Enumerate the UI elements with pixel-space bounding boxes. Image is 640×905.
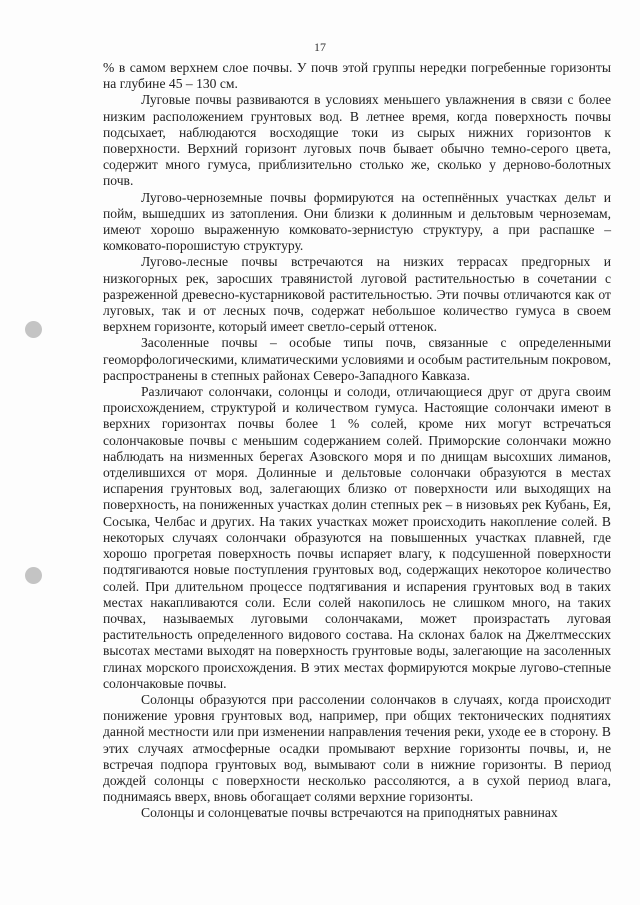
body-text bbox=[103, 60, 611, 822]
paragraph: Лугово-лесные почвы встречаются на низких террасах предгорных и низкогорных рек, заросших травянистой луговой растительностью в сочетании с разреженной древесно-кустарниковой растительностью. Эти почвы отличаются как от луговых, так и от лесных почв, содержат небольшое количество гумуса в своем верхнем горизонте, который имеет светло-серый оттенок. bbox=[103, 254, 611, 335]
punch-hole-mark bbox=[25, 321, 42, 338]
paragraph: Различают солончаки, солонцы и солоди, отличающиеся друг от друга своим происхождением, структурой и количеством гумуса. Настоящие солончаки имеют в верхних горизонтах почвы более 1 % солей, кроме них могут встречаться солончаковые почвы с меньшим содержанием солей. Приморские солончаки можно наблюдать на низменных берегах Азовского моря и по днищам высохших лиманов, отделившихся от моря. Долинные и дельтовые солончаки образуются в местах испарения грунтовых вод, залегающих близко от поверхности или выходящих на поверхность, на пониженных участках долин степных рек – в низовьях рек Кубань, Ея, Сосыка, Челбас и других. На таких участках может происходить накопление солей. В некоторых случаях солончаки образуются на повышенных участках плавней, где хорошо прогретая поверхность почвы испаряет влагу, к подсушенной поверхности подтягиваются новые поступления грунтовых вод, содержащих некоторое количество солей. При длительном процессе подтягивания и испарения грунтовых вод в таких местах накапливаются соли. Если солей накопилось не слишком много, на таких почвах, называемых луговыми солончаками, может произрастать луговая растительность определенного видового состава. На склонах балок на Джелтмесских высотах местами выходят на поверхность грунтовые воды, залегающие на засоленных глинах морского происхождения. В этих местах формируются мокрые лугово-степные солончаковые почвы. bbox=[103, 384, 611, 691]
punch-hole-mark bbox=[25, 567, 42, 584]
paragraph: % в самом верхнем слое почвы. У почв этой группы нередки погребенные горизонты на глубине 45 – 130 см. bbox=[103, 60, 611, 92]
page-number: 17 bbox=[314, 40, 326, 54]
paragraph: Луговые почвы развиваются в условиях меньшего увлажнения в связи с более низким расположением грунтовых вод. В летнее время, когда поверхность почвы подсыхает, наблюдаются восходящие токи из сырых нижних горизонтов к поверхности. Верхний горизонт луговых почв бывает обычно темно-серого цвета, содержит много гумуса, приблизительно столько же, сколько у дерново-болотных почв. bbox=[103, 92, 611, 189]
paragraph: Лугово-черноземные почвы формируются на остепнённых участках дельт и пойм, вышедших из затопления. Они близки к долинным и дельтовым черноземам, имеют хорошо выраженную комковато-зернистую структуру, а при распашке – комковато-порошистую структуру. bbox=[103, 189, 611, 254]
paragraph: Солонцы образуются при рассолении солончаков в случаях, когда происходит понижение уровня грунтовых вод, например, при общих тектонических поднятиях данной местности или при изменении направления течения реки, уходе ее в сторону. В этих случаях атмосферные осадки промывают верхние горизонты почвы, и, не встречая подпора грунтовых вод, вымывают соли в нижние горизонты. В период дождей солонцы с поверхности несколько рассоляются, а в сухой период влага, поднимаясь вверх, вновь обогащает солями верхние горизонты. bbox=[103, 691, 611, 805]
paragraph: Засоленные почвы – особые типы почв, связанные с определенными геоморфологическими, климатическими условиями и особым растительным покровом, распространены в степных районах Северо-Западного Кавказа. bbox=[103, 335, 611, 383]
paragraph: Солонцы и солонцеватые почвы встречаются на приподнятых равнинах bbox=[141, 805, 558, 821]
